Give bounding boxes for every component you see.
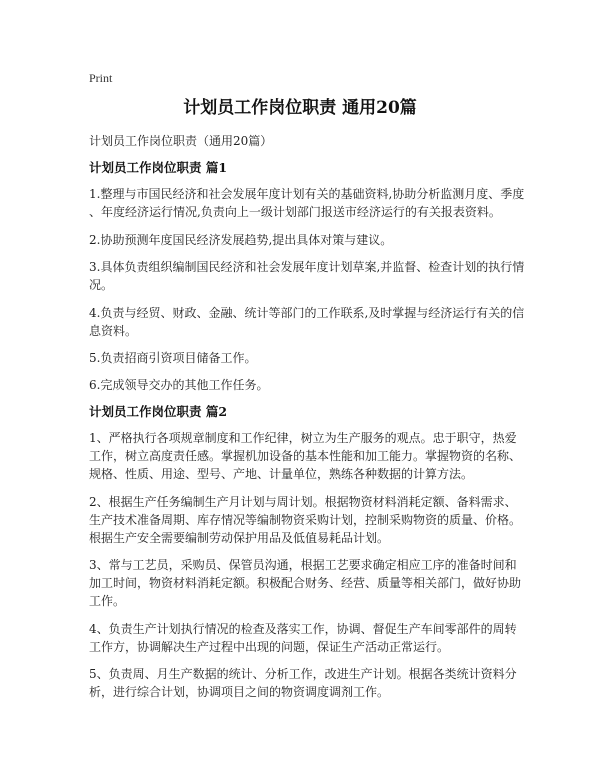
text-line: 析，进行综合计划，协调项目之间的物资调度调剂工作。	[89, 685, 390, 699]
paragraph	[89, 493, 521, 547]
text-line: 1.整理与市国民经济和社会发展年度计划有关的基础资料,协助分析监测月度、季度	[89, 187, 525, 201]
text-line: 、年度经济运行情况,负责向上一级计划部门报送市经济运行的有关报表资料。	[89, 205, 501, 219]
text-line: 根据生产安全需要编制劳动保护用品及低值易耗品计划。	[89, 531, 390, 545]
paragraph	[89, 556, 521, 610]
paragraph	[89, 185, 524, 221]
text-line: 3、常与工艺员，采购员、保管员沟通，根据工艺要求确定相应工序的准备时间和	[89, 558, 517, 572]
document-subtitle: 计划员工作岗位职责（通用20篇）	[89, 134, 273, 148]
text-line: 生产技术准备周期、库存情况等编制物资采购计划，控制采购物资的质量、价格。	[89, 513, 522, 527]
text-line: 2.协助预测年度国民经济发展趋势,提出具体对策与建议。	[89, 233, 393, 247]
page-title: 计划员工作岗位职责 通用20篇	[183, 98, 417, 118]
text-line: 工作，树立高度责任感。掌握机加设备的基本性能和加工能力。掌握物资的名称、	[89, 449, 522, 463]
text-line: 3.具体负责组织编制国民经济和社会发展年度计划草案,并监督、检查计划的执行情	[89, 260, 525, 274]
text-line: 息资料。	[89, 324, 138, 338]
text-line: 6.完成领导交办的其他工作任务。	[89, 378, 269, 392]
paragraph	[89, 304, 524, 340]
text-line: 况。	[89, 278, 114, 292]
text-line: 规格、性质、用途、型号、产地、计量单位，熟练各种数据的计算方法。	[89, 467, 474, 481]
paragraph	[89, 349, 256, 367]
section-heading-2: 计划员工作岗位职责 篇2	[89, 404, 228, 419]
print-link[interactable]: Print	[89, 71, 113, 85]
text-line: 4.负责与经贸、财政、金融、统计等部门的工作联系,及时掌握与经济运行有关的信	[89, 306, 525, 320]
text-line: 4、负责生产计划执行情况的检查及落实工作，协调、督促生产车间零部件的周转	[89, 622, 517, 636]
paragraph	[89, 665, 517, 701]
text-line: 工作方，协调解决生产过程中出现的问题，保证生产活动正常运行。	[89, 640, 450, 654]
text-line: 2、根据生产任务编制生产月计划与周计划。根据物资材料消耗定额、备料需求、	[89, 495, 517, 509]
paragraph	[89, 620, 517, 656]
paragraph	[89, 258, 524, 294]
text-line: 5.负责招商引资项目储备工作。	[89, 351, 257, 365]
paragraph	[89, 231, 392, 249]
text-line: 5、负责周、月生产数据的统计、分析工作，改进生产计划。根据各类统计资料分	[89, 667, 517, 681]
paragraph	[89, 376, 268, 394]
paragraph	[89, 429, 521, 483]
text-line: 加工时间，物资材料消耗定额。积极配合财务、经营、质量等相关部门，做好协助	[89, 576, 522, 590]
text-line: 工作。	[89, 594, 126, 608]
text-line: 1、严格执行各项规章制度和工作纪律，树立为生产服务的观点。忠于职守，热爱	[89, 431, 517, 445]
section-heading-1: 计划员工作岗位职责 篇1	[89, 160, 228, 175]
